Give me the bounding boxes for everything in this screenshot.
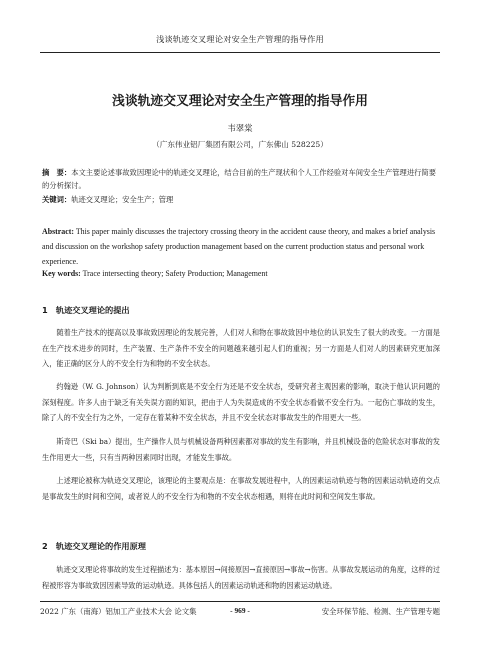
abstract-en	[42, 224, 440, 269]
abstract-cn	[42, 166, 440, 192]
body-paragraph: 约翰逊（W. G. Johnson）认为判断到底是不安全行为还是不安全状态，受研究者主观因素的影响，取决于他认识问题的深刻程度。许多人由于缺乏有关失误方面的知识，把由于人为失误造成的不安全状态看做不安全行为。一起伤亡事故的发生，除了人的不安全行为之外，一定存在着某种不安全状态，并且不安全状态对事故发生的作用更大一些。	[42, 382, 440, 423]
footer-rule	[40, 601, 440, 602]
author-affiliation: （广东伟业铝厂集团有限公司，广东佛山 528225）	[152, 140, 328, 149]
keywords-cn-text: 轨迹交叉理论；安全生产；管理	[71, 195, 174, 204]
abstract-en-label: Abstract:	[42, 227, 74, 236]
abstract-cn-label: 摘 要：	[42, 168, 72, 177]
section-heading: 2 轨迹交叉理论的作用原理	[42, 541, 146, 551]
body-paragraph: 上述理论被称为轨迹交叉理论，该理论的主要观点是：在事故发展进程中，人的因素运动轨迹与物的因素运动轨迹的交点是事故发生的时间和空间，或者说人的不安全行为和物的不安全状态相遇，则将在此时间和空间发生事故。	[42, 476, 440, 501]
keywords-cn	[42, 193, 440, 206]
author-name: 韦翠棠	[227, 123, 253, 133]
header-rule	[40, 52, 440, 53]
body-paragraph: 随着生产技术的提高以及事故致因理论的发展完善，人们对人和物在事故致因中地位的认识发生了很大的改变。一方面是在生产技术进步的同时，生产装置、生产条件不安全的问题越来越引起人们的重视；另一方面是人们对人的因素研究更加深入，能正确的区分人的不安全行为和物的不安全状态。	[42, 328, 440, 369]
paper-title: 浅谈轨迹交叉理论对安全生产管理的指导作用	[112, 94, 368, 109]
running-head: 浅谈轨迹交叉理论对安全生产管理的指导作用	[156, 34, 324, 44]
abstract-en-text: This paper mainly discusses the trajectory crossing theory in the accident cause theory, and makes a brief analysis and discussion on the workshop safety production management based on the current production status and personal work experience.	[42, 227, 436, 266]
abstract-cn-text: 本文主要论述事故致因理论中的轨迹交叉理论，结合目前的生产现状和个人工作经验对车间安全生产管理进行简要的分析探讨。	[42, 168, 437, 190]
body-paragraph: 斯奇巴（Ski ba）提出，生产操作人员与机械设备两种因素都对事故的发生有影响，并且机械设备的危险状态对事故的发生作用更大一些，只有当两种因素同时出现，才能发生事故。	[42, 437, 440, 462]
keywords-en-label: Key words:	[42, 269, 81, 278]
footer-proceedings: 2022 广东（南海）铝加工产业技术大会 论文集	[40, 607, 197, 616]
keywords-en-text: Trace intersecting theory; Safety Production; Management	[82, 269, 268, 278]
section-heading: 1 轨迹交叉理论的提出	[42, 305, 130, 315]
body-paragraph: 轨迹交叉理论将事故的发生过程描述为：基本原因→间接原因→直接原因→事故→伤害。从事故发展运动的角度，这样的过程被形容为事故致因因素导致的运动轨迹。具体包括人的因素运动轨迹和物的因素运动轨迹。	[42, 565, 440, 590]
page-number: - 969 -	[230, 606, 250, 615]
keywords-cn-label: 关键词：	[42, 195, 72, 204]
footer-topic: 安全环保节能、检测、生产管理专题	[321, 607, 440, 616]
keywords-en	[42, 267, 440, 280]
